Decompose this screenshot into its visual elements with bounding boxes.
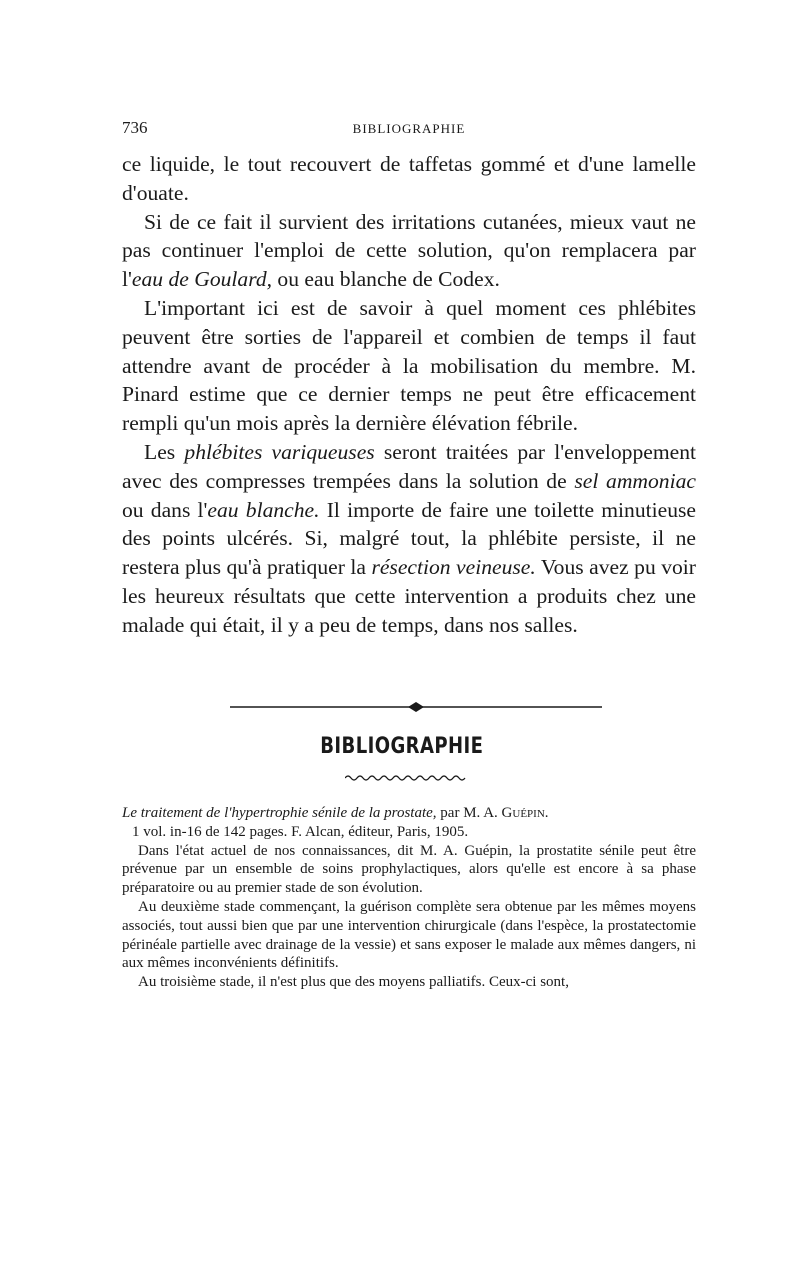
running-title: BIBLIOGRAPHIE: [352, 121, 466, 136]
section-title: BIBLIOGRAPHIE: [320, 734, 484, 759]
page-number: 736: [122, 118, 148, 137]
paragraph-2: Si de ce fait il survient des irritations cutanées, mieux vaut ne pas continuer l'emploi de cette solution, qu'on remplacera par l'eau de Goulard, ou eau blanche de Codex.: [122, 209, 696, 292]
reference-title: Le traitement de l'hypertrophie sénile de la prostate,: [122, 805, 437, 821]
bibliography-entry: [122, 804, 696, 992]
italic-term: eau de Goulard,: [131, 267, 273, 292]
paragraph-3: L'important ici est de savoir à quel moment ces phlébites peuvent être sorties de l'appareil et combien de temps il faut attendre avant de procéder à la mobilisation du membre. M. Pinard estime que ce dernier temps ne peut être efficacement rempli qu'un mois après la dernière élévation fébrile.: [122, 295, 696, 436]
paragraph-1: ce liquide, le tout recouvert de taffetas gommé et d'une lamelle d'ouate.: [122, 152, 696, 205]
page-header: [122, 118, 696, 142]
paragraph-4: Les phlébites variqueuses seront traitées par l'enveloppement avec des compresses trempées dans la solution de sel ammoniac ou dans l'eau blanche. Il importe de faire une toilette minutieuse des points ulcérés. Si, malgré tout, la phlébite persiste, il ne restera plus qu'à pratiquer la résection veineuse. Vous avez pu voir les heureux résultats que cette intervention a produits chez une malade qui était, il y a peu de temps, dans nos salles.: [122, 439, 696, 637]
italic-term: phlébites variqueuses: [184, 439, 375, 464]
italic-term: eau blanche.: [207, 497, 320, 522]
italic-term: sel ammoniac: [574, 468, 696, 493]
review-paragraph-3: Au troisième stade, il n'est plus que des moyens palliatifs. Ceux-ci sont,: [138, 974, 569, 991]
reference-author: Guépin.: [501, 805, 549, 821]
review-paragraph-2: Au deuxième stade commençant, la guérison complète sera obtenue par les mêmes moyens associés, tout aussi bien que par une intervention chirurgicale (dans l'espèce, la prostatectomie périnéale partielle avec drainage de la vessie) et sans exposer le malade aux mêmes dangers, ni aux mêmes inconvénients définitifs.: [122, 898, 696, 972]
review-paragraph-1: Dans l'état actuel de nos connaissances, dit M. A. Guépin, la prostatite sénile peut être prévenue par un ensemble de soins prophylactiques, alors qu'elle est encore à sa phase préparatoire ou au premier stade de son évolution.: [122, 842, 696, 897]
main-text: [122, 150, 696, 640]
wavy-ornament: [345, 773, 469, 783]
section-divider: [230, 697, 602, 717]
italic-term: résection veineuse.: [371, 555, 536, 580]
reference-details: 1 vol. in-16 de 142 pages. F. Alcan, éditeur, Paris, 1905.: [132, 823, 469, 840]
reference-line: Le traitement de l'hypertrophie sénile de la prostate, par M. A. Guépin.: [122, 805, 549, 821]
